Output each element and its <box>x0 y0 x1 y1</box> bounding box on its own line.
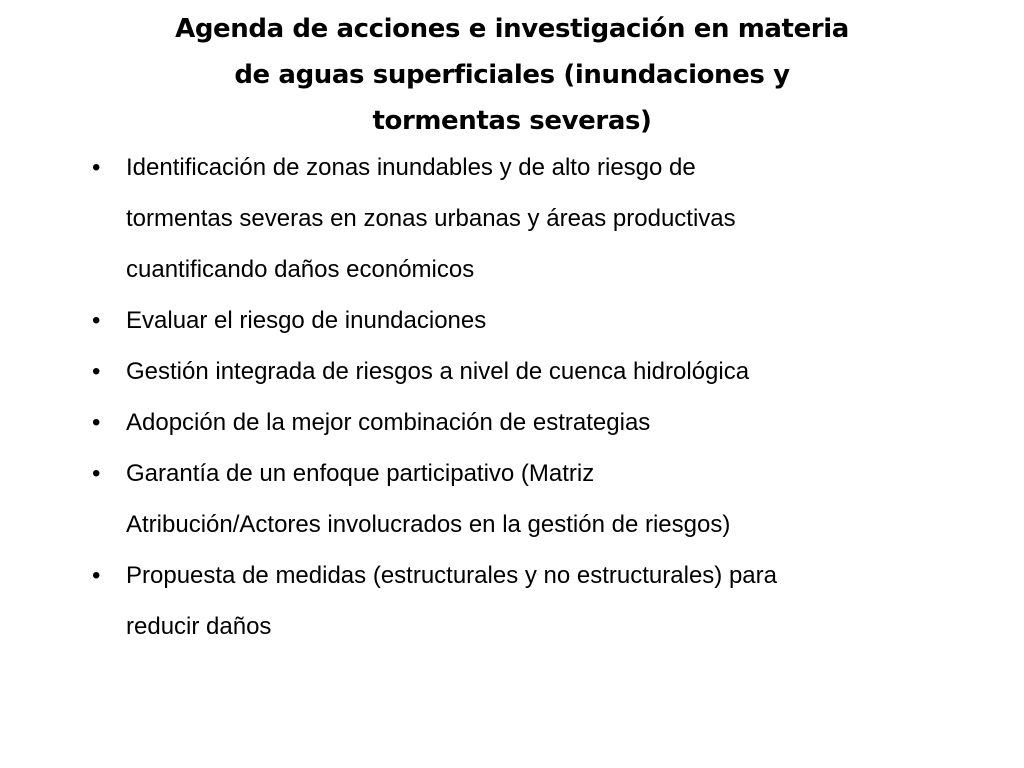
slide-title-line: tormentas severas) <box>372 106 652 136</box>
bullet-text-line: cuantificando daños económicos <box>126 256 475 283</box>
bullet-item <box>92 295 992 346</box>
bullet-icon: • <box>92 409 101 436</box>
bullet-text-line: Atribución/Actores involucrados en la gestión de riesgos) <box>126 511 731 538</box>
bullet-icon: • <box>92 154 101 181</box>
bullet-icon: • <box>92 562 101 589</box>
bullet-text-line: Adopción de la mejor combinación de estrategias <box>126 409 651 436</box>
bullet-text-line: tormentas severas en zonas urbanas y áreas productivas <box>126 205 736 232</box>
bullet-text-line: reducir daños <box>126 613 272 640</box>
bullet-text-line: Propuesta de medidas (estructurales y no estructurales) para <box>126 562 777 589</box>
bullet-item <box>92 346 992 397</box>
slide-title <box>100 6 924 144</box>
slide-title-line: Agenda de acciones e investigación en materia <box>175 14 849 44</box>
bullet-list <box>92 142 992 652</box>
bullet-item <box>92 448 992 550</box>
bullet-text-line: Identificación de zonas inundables y de alto riesgo de <box>126 154 696 181</box>
bullet-text-line: Garantía de un enfoque participativo (Matriz <box>126 460 595 487</box>
bullet-icon: • <box>92 460 101 487</box>
bullet-item <box>92 142 992 295</box>
bullet-text-line: Gestión integrada de riesgos a nivel de cuenca hidrológica <box>126 358 750 385</box>
bullet-item <box>92 397 992 448</box>
bullet-item <box>92 550 992 652</box>
bullet-icon: • <box>92 307 101 334</box>
slide-title-line: de aguas superficiales (inundaciones y <box>234 60 790 90</box>
bullet-text-line: Evaluar el riesgo de inundaciones <box>126 307 487 334</box>
bullet-icon: • <box>92 358 101 385</box>
